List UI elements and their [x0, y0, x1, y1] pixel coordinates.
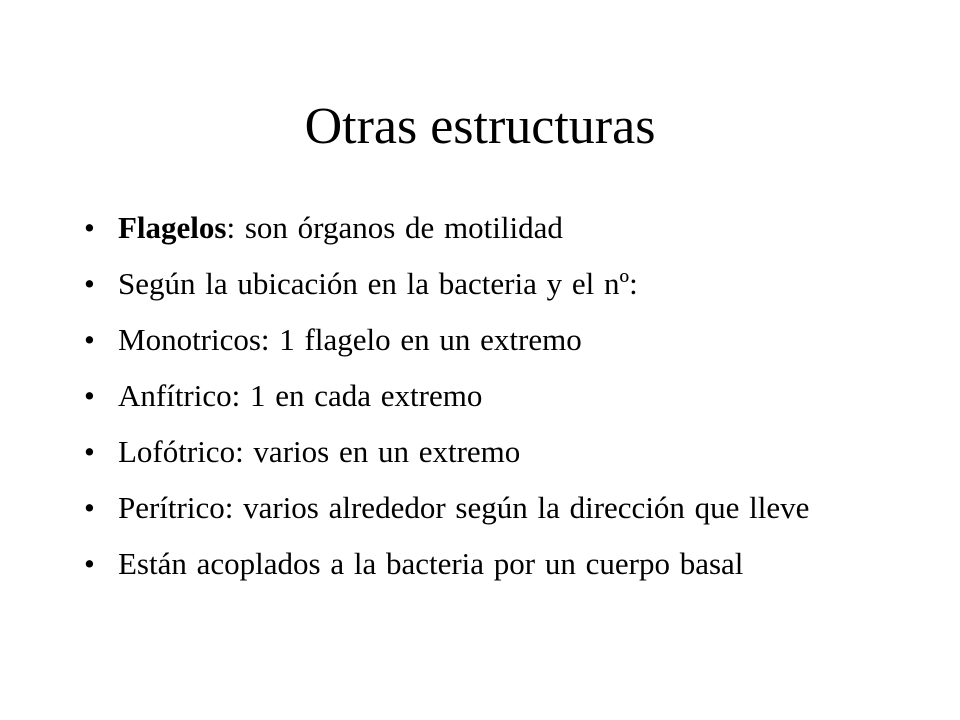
bullet-text: Perítrico: varios alrededor según la dirección que lleve [118, 490, 810, 525]
bullet-text: : son órganos de motilidad [226, 210, 563, 245]
bullet-item-peritrico [84, 490, 874, 525]
bullet-text: Monotricos: 1 flagelo en un extremo [118, 322, 582, 357]
bullet-marker: • [84, 378, 95, 413]
bullet-marker: • [84, 266, 95, 301]
bullet-text: Lofótrico: varios en un extremo [118, 434, 521, 469]
bullet-item-flagelos [84, 210, 874, 245]
bullet-item-cuerpo-basal [84, 546, 874, 581]
bullet-marker: • [84, 546, 95, 581]
bullet-item-lofotrico [84, 434, 874, 469]
bullet-text: Están acoplados a la bacteria por un cuerpo basal [118, 546, 744, 581]
bullet-item-monotricos [84, 322, 874, 357]
bullet-item-ubicacion [84, 266, 874, 301]
bullet-marker: • [84, 210, 95, 245]
bullet-marker: • [84, 434, 95, 469]
bullet-item-anfitrico [84, 378, 874, 413]
bullet-list [84, 210, 874, 602]
bullet-marker: • [84, 490, 95, 525]
bullet-text: Anfítrico: 1 en cada extremo [118, 378, 483, 413]
bullet-text: Según la ubicación en la bacteria y el nº: [118, 266, 638, 301]
slide-title: Otras estructuras [304, 98, 656, 155]
bullet-term: Flagelos [118, 210, 227, 245]
bullet-marker: • [84, 322, 95, 357]
